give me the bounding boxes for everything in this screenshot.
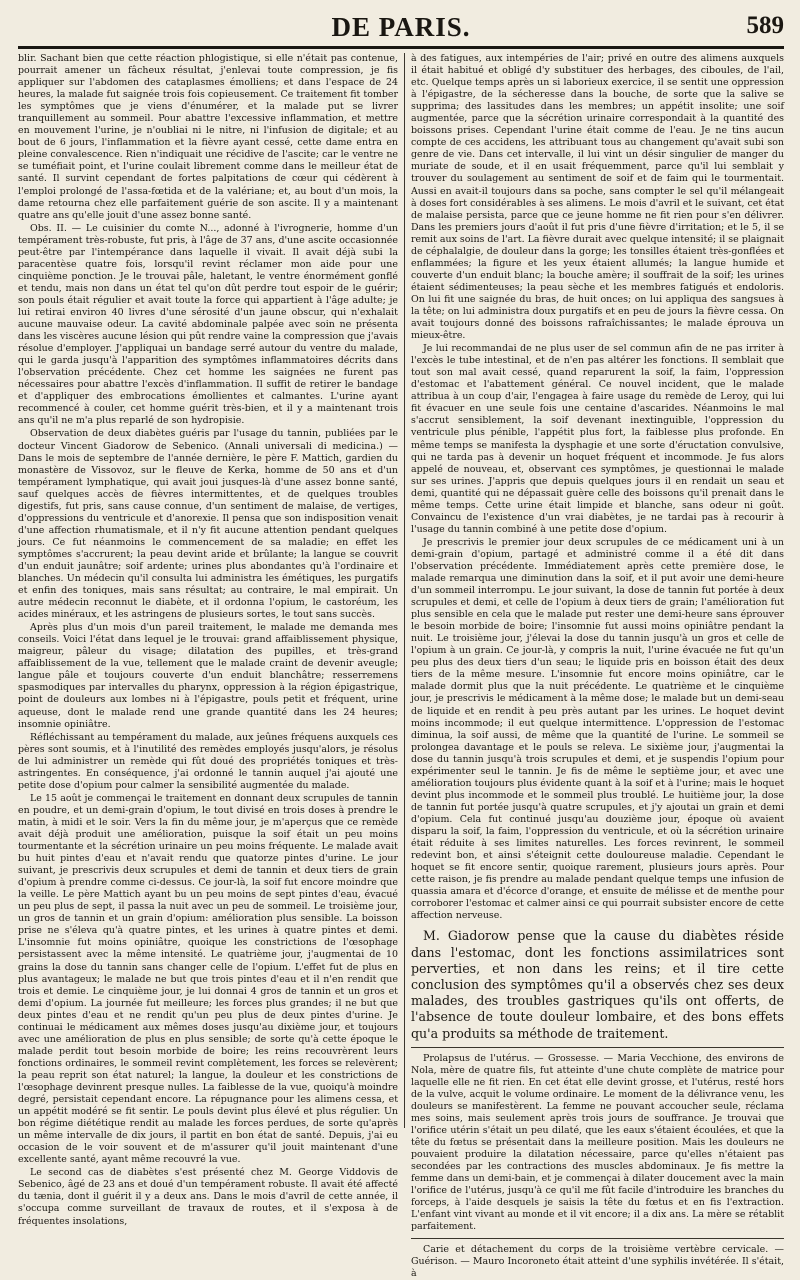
running-title: DE PARIS. bbox=[331, 12, 471, 42]
paragraph: Observation de deux diabètes guéris par l'usage du tannin, publiées par le docteur Vincent Giadorow de Sebenico. (Annali universali di medicina.) — Dans le mois de septembre de l'année dernière, le père F. Mattich, gardien du monastère de Vissovoz, sur le fleuve de Kerka, homme de 50 ans et d'un tempérament lymphatique, qui avait joui jusques-là d'une assez bonne santé, sauf quelques accès de fièvres intermittentes, et de quelques troubles digestifs, fut pris, sans cause connue, d'un sentiment de malaise, de vertiges, d'oppressions du ventricule et d'anorexie. Il pensa que son indisposition venait d'une affection rhumatismale, et il n'y fit aucune attention pendant quelques jours. Ce fut néanmoins le commencement de sa maladie; en effet les symptômes s'accrurent; la peau devint aride et brûlante; la langue se couvrit d'un enduit jaunâtre; soif ardente; urines plus abondantes qu'à l'ordinaire et blanches. Un médecin qu'il consulta lui administra les émétiques, les purgatifs et enfin des toniques, mais sans résultat; au contraire, le mal empirait. Un autre médecin reconnut le diabète, et il ordonna l'opium, le castoréum, les acides minéraux, et les astringens de plusieurs sortes, le tout sans succès. bbox=[18, 428, 398, 621]
paragraph: Obs. II. — Le cuisinier du comte N..., adonné à l'ivrognerie, homme d'un tempérament très-robuste, fut pris, à l'âge de 37 ans, d'une ascite occasionnée peut-être par l'intempérance dans laquelle il vivait. Il avait déjà subi la paracentèse quatre fois, lorsqu'il revint réclamer mon aide pour une cinquième ponction. Je le trouvai pâle, haletant, le ventre énormément gonflé et tendu, mais non dans un état tel qu'on dût perdre tout espoir de le guérir; son pouls était régulier et avait toute la force qui appartient à l'âge adulte; je lui retirai environ 40 livres d'une sérosité d'un jaune obscur, qui n'exhalait aucune mauvaise odeur. La cavité abdominale palpée avec soin ne présenta dans les viscères aucune lésion qui pût rendre vaine la compression que j'avais résolue d'employer. J'appliquai un bandage serré autour du ventre du malade, qui le garda jusqu'à l'apparition des symptômes inflammatoires décrits dans l'observation précédente. Chez cet homme les saignées ne furent pas nécessaires pour abattre l'excès d'inflammation. Il suffit de retirer le bandage et d'appliquer des embrocations émollientes et calmantes. L'urine ayant recommencé à couler, cet homme guérit très-bien, et il y a maintenant trois ans qu'il ne m'a plus reparlé de son hydropisie. bbox=[18, 222, 398, 427]
paragraph: Après plus d'un mois d'un pareil traitement, le malade me demanda mes conseils. Voici l'état dans lequel je le trouvai: grand affaiblissement physique, maigreur, pâleur du visage; dilatation des pupilles, et très-grand affaiblissement de la vue, tellement que le malade craint de devenir aveugle; langue pâle et toujours couverte d'un enduit blanchâtre; resserremens spasmodiques par intervalles du pharynx, oppression à la région épigastrique, point de douleurs aux lombes ni à l'épigastre, pouls petit et fréquent, urine aqueuse, dont le malade rend une grande quantité dans les 24 heures; insomnie opiniâtre. bbox=[18, 622, 398, 730]
paragraph: Le 15 août je commençai le traitement en donnant deux scrupules de tannin en poudre, et un demi-grain d'opium, le tout divisé en trois doses à prendre le matin, à midi et le soir. Vers la fin du même jour, je m'aperçus que ce remède avait déjà produit une amélioration, puisque la soif était un peu moins tourmentante et la sécrétion urinaire un peu moins fréquente. Le malade avait bu huit pintes d'eau et n'avait rendu que quatorze pintes d'urine. Le jour suivant, je prescrivis deux scrupules et demi de tannin et deux tiers de grain d'opium à prendre comme ci-dessus. Ce jour-là, la soif fut encore moindre que la veille. Le père Mattich ayant bu un peu moins de sept pintes d'eau, évacué un peu plus de sept, il passa la nuit avec un peu de sommeil. Le troisième jour, un gros de tannin et un grain d'opium: amélioration plus sensible. La boisson prise ne s'éleva qu'à quatre pintes, et les urines à quatre pintes et demi. L'insomnie fut moins opiniâtre, quoique les constrictions de l'œsophage persistassent avec la même intensité. Le quatrième jour, j'augmentai de 10 grains la dose du tannin sans changer celle de l'opium. L'effet fut de plus en plus avantageux; le malade ne but que trois pintes d'eau et il n'en rendit que trois et demie. Le cinquième jour, je lui donnai 4 gros de tannin et un gros et demi d'opium. La journée fut meilleure; les forces plus grandes; il ne but que deux pintes d'eau et ne rendit qu'un peu plus de deux pintes d'urine. Je continuai le médicament aux mêmes doses jusqu'au dixième jour, et toujours avec une amélioration de plus en plus sensible; de sorte qu'à cette époque le malade perdit tout besoin morbide de boire; les reins recouvrèrent leurs fonctions ordinaires, le sommeil revint complètement, les forces se relevèrent; la peau reprit son état naturel; la langue, la douleur et les constrictions de l'œsophage devinrent presque nulles. La faiblesse de la vue, quoiqu'à moindre degré, persistait cependant encore. La répugnance pour les alimens cessa, et un appétit modéré se fit sentir. Le pouls devint plus élevé et plus régulier. Un bon régime diététique rendit au malade les forces perdues, de sorte qu'après un même intervalle de dix jours, il partit en bon état de santé. Depuis, j'ai eu occasion de le voir souvent et de m'assurer qu'il jouit maintenant d'une excellente santé, ayant même recouvré la vue. bbox=[18, 792, 398, 1166]
paragraph: Prolapsus de l'utérus. — Grossesse. — Maria Vecchione, des environs de Nola, mère de quatre fils, fut atteinte d'une chute complète de matrice pour laquelle elle ne fit rien. En cet état elle devint grosse, et l'utérus, resté hors de la vulve, acquit le volume ordinaire. Le moment de la délivrance venu, les douleurs se manifestèrent. La femme ne pouvant accoucher seule, réclama mes soins, mais seulement après trois jours de souffrance. Je trouvai que l'orifice utérin s'était un peu dilaté, que les eaux s'étaient écoulées, et que la tête du fœtus se présentait dans la meilleure position. Mais les douleurs ne pouvaient produire la dilatation nécessaire, parce qu'elles n'étaient pas secondées par les contractions des muscles abdominaux. Je fis mettre la femme dans un demi-bain, et je commençai à dilater doucement avec la main l'orifice de l'utérus, jusqu'à ce qu'il me fût facile d'introduire les branches du forceps, à l'aide desquels je saisis la tête du fœtus et en fis l'extraction. L'enfant vint vivant au monde et il vit encore; il a dix ans. La mère se rétablit parfaitement. bbox=[410, 1052, 784, 1233]
paragraph: Réfléchissant au tempérament du malade, aux jeûnes fréquens auxquels ces pères sont soumis, et à l'inutilité des remèdes employés jusqu'alors, je résolus de lui administrer un remède qui fût doué des propriétés toniques et très-astringentes. En conséquence, j'ai ordonné le tannin auquel j'ai ajouté une petite dose d'opium pour calmer la sensibilité augmentée du malade. bbox=[18, 731, 398, 791]
paragraph: Je lui recommandai de ne plus user de sel commun afin de ne pas irriter à l'excès le tube intestinal, et de n'en pas altérer les fonctions. Il semblait que tout son mal avait cessé, quand reparurent la soif, la faim, l'oppression d'estomac et l'abattement général. Ce nouvel incident, que le malade attribua à un coup d'air, l'engagea à faire usage du remède de Leroy, qui lui fit évacuer en une seule fois une centaine d'ascarides. Néanmoins le mal s'accrut sensiblement, la soif devenant inextinguible, l'oppression du ventricule plus pénible, l'appétit plus fort, la faiblesse plus profonde. En même temps se manifesta la dysphagie et une sorte d'éructation convulsive, qui ne tarda pas à devenir un hoquet fréquent et incommode. Je fus alors appelé de nouveau, et, observant ces symptômes, je questionnai le malade sur ses urines. J'appris que depuis quelques jours il en rendait un seau et demi, quantité qui ne dépassait guère celle des boissons qu'il prenait dans le même temps. Cette urine était limpide et blanche, sans odeur ni goût. Convaincu de l'existence d'un vrai diabètes, je ne tardai pas à recourir à l'usage du tannin combiné à une petite dose d'opium. bbox=[410, 343, 784, 535]
right-column bbox=[404, 53, 784, 1279]
conclusion-paragraph: M. Giadorow pense que la cause du diabètes réside dans l'estomac, dont les fonctions assimilatrices sont perverties, et non dans les reins; et il tire cette conclusion des symptômes qu'il a observés chez ses deux malades, des troubles gastriques qu'ils ont offerts, de l'absence de toute douleur lombaire, et des bons effets qu'a produits sa méthode de traitement. bbox=[410, 928, 784, 1041]
page-header bbox=[18, 10, 784, 46]
left-column bbox=[18, 53, 398, 1227]
text-columns bbox=[18, 53, 784, 1279]
paragraph: blir. Sachant bien que cette réaction phlogistique, si elle n'était pas contenue, pourrait amener un fâcheux résultat, j'enlevai toute compression, je fis appliquer sur l'abdomen des cataplasmes émolliens; et dans l'espace de 24 heures, la malade fut saignée trois fois copieusement. Ce traitement fit tomber les symptômes que je viens d'énumérer, et la malade put se livrer tranquillement au sommeil. Pour abattre l'excessive inflammation, et mettre en mouvement l'urine, je n'oubliai ni le nitre, ni l'infusion de digitale; et au bout de 6 jours, l'inflammation et la fièvre ayant cessé, cette dame entra en pleine convalescence. Rien n'indiquait une récidive de l'ascite; car le ventre ne se tuméfiait point, et l'urine coulait librement comme dans le meilleur état de santé. Il survint cependant de fortes palpitations de cœur qui cédèrent à l'emploi prolongé de l'assa-fœtida et de la valériane; et, au bout d'un mois, la dame retourna chez elle parfaitement guérie de son ascite. Il y a maintenant quatre ans qu'elle jouit d'une assez bonne santé. bbox=[18, 53, 398, 221]
page-number: 589 bbox=[746, 12, 784, 39]
paragraph: Le second cas de diabètes s'est présenté chez M. George Viddovis de Sebenico, âgé de 23 ans et doué d'un tempérament robuste. Il avait été affecté du tænia, dont il guérit il y a deux ans. Dans le mois d'avril de cette année, il s'occupa comme surveillant de travaux de routes, et il s'exposa à de fréquentes insolations, bbox=[18, 1167, 398, 1227]
paragraph: Je prescrivis le premier jour deux scrupules de ce médicament uni à un demi-grain d'opium, partagé et administré comme il a été dit dans l'observation précédente. Immédiatement après cette première dose, le malade remarqua une diminution dans la soif, et il put avoir une demi-heure d'un sommeil interrompu. Le jour suivant, la dose de tannin fut portée à deux scrupules et demi, et celle de l'opium à deux tiers de grain; l'amélioration fut plus sensible en cela que le malade put rester une demi-heure sans éprouver le besoin morbide de boire; l'insomnie fut aussi moins opiniâtre pendant la nuit. Le troisième jour, j'élevai la dose du tannin jusqu'à un gros et celle de l'opium à un grain. Ce jour-là, y compris la nuit, l'urine évacuée ne fut qu'un peu plus des deux tiers d'un seau; le liquide pris en boisson était des deux tiers de la même mesure. L'insomnie fut encore moins opiniâtre, car le malade dormit plus que la nuit précédente. Le quatrième et le cinquième jour, je prescrivis le médicament à la même dose; le malade but un demi-seau de liquide et en rendit à peu près autant par les urines. Le hoquet devint moins incommode; il eut quelque intermittence. L'oppression de l'estomac diminua, la soif aussi, de même que la quantité de l'urine. Le sommeil se prolongea davantage et le pouls se releva. Le sixième jour, j'augmentai la dose du tannin jusqu'à trois scrupules et demi, et je suspendis l'opium pour expérimenter seul le tannin. Je fis de même le septième jour, et avec une amélioration toujours plus évidente quant à la soif et à l'urine; mais le hoquet devint plus incommode et le sommeil plus troublé. Le huitième jour, la dose de tannin fut portée jusqu'à quatre scrupules, et j'y ajoutai un grain et demi d'opium. Cela fut continué jusqu'au douzième jour, époque où avaient disparu la soif, la faim, l'oppression du ventricule, et où la sécrétion urinaire était réduite à ses limites naturelles. Les forces revinrent, le sommeil redevint bon, et ainsi s'éteignit cette douloureuse maladie. Cependant le hoquet se fit encore sentir, quoique rarement, plusieurs jours après. Pour cette raison, je fis prendre au malade pendant quelque temps une infusion de quassia amara et d'écorce d'orange, et ensuite de mélisse et de menthe pour corroborer l'estomac et calmer ainsi ce qui pourrait subsister encore de cette affection nerveuse. bbox=[410, 536, 784, 922]
section-divider bbox=[411, 1238, 784, 1239]
paragraph: Carie et détachement du corps de la troisième vertèbre cervicale. — Guérison. — Mauro Incoroneto était atteint d'une syphilis invétérée. Il s'était, à bbox=[410, 1243, 784, 1279]
header-rule bbox=[18, 46, 784, 49]
section-divider bbox=[411, 1047, 784, 1048]
paragraph: à des fatigues, aux intempéries de l'air; privé en outre des alimens auxquels il était habitué et obligé d'y substituer des herbages, des ciboules, de l'ail, etc. Quelque temps après un si laborieux exercice, il se sentit une oppression à l'épigastre, de la sécheresse dans la bouche, de sorte que la salive se supprima; des lassitudes dans les membres; un appétit insolite; une soif augmentée, parce que la sécrétion urinaire correspondait à la quantité des boissons prises. Cependant l'urine était comme de l'eau. Je ne tins aucun compte de ces accidens, les attribuant tous au changement qu'avait subi son genre de vie. Dans cet intervalle, il lui vint un désir singulier de manger du muriate de soude, et il en usait fréquemment, parce qu'il lui semblait y trouver du soulagement au sentiment de soif et de faim qui le tourmentait. Aussi en avait-il toujours dans sa poche, sans compter le sel qu'il mélangeait à doses fort considérables à ses alimens. Le mois d'avril et le suivant, cet état de malaise persista, parce que ce jeune homme ne fit rien pour s'en délivrer. Dans les premiers jours d'août il fut pris d'une fièvre d'irritation; et le 5, il se remit aux soins de l'art. La fièvre durait avec quelque intensité; il se plaignait de céphalalgie, de douleur dans la gorge; les tonsilles étaient très-gonflées et enflammées; la figure et les yeux étaient allumés; la langue humide et couverte d'un enduit blanc; la bouche amère; il souffrait de la soif; les urines étaient sédimenteuses; la peau sèche et les membres fatigués et endoloris. On lui fit une saignée du bras, de huit onces; on lui appliqua des sangsues à la tête; on lui administra doux purgatifs et en peu de jours la fièvre cessa. On avait toujours donné des boissons rafraîchissantes; le malade éprouva un mieux-être. bbox=[410, 53, 784, 342]
